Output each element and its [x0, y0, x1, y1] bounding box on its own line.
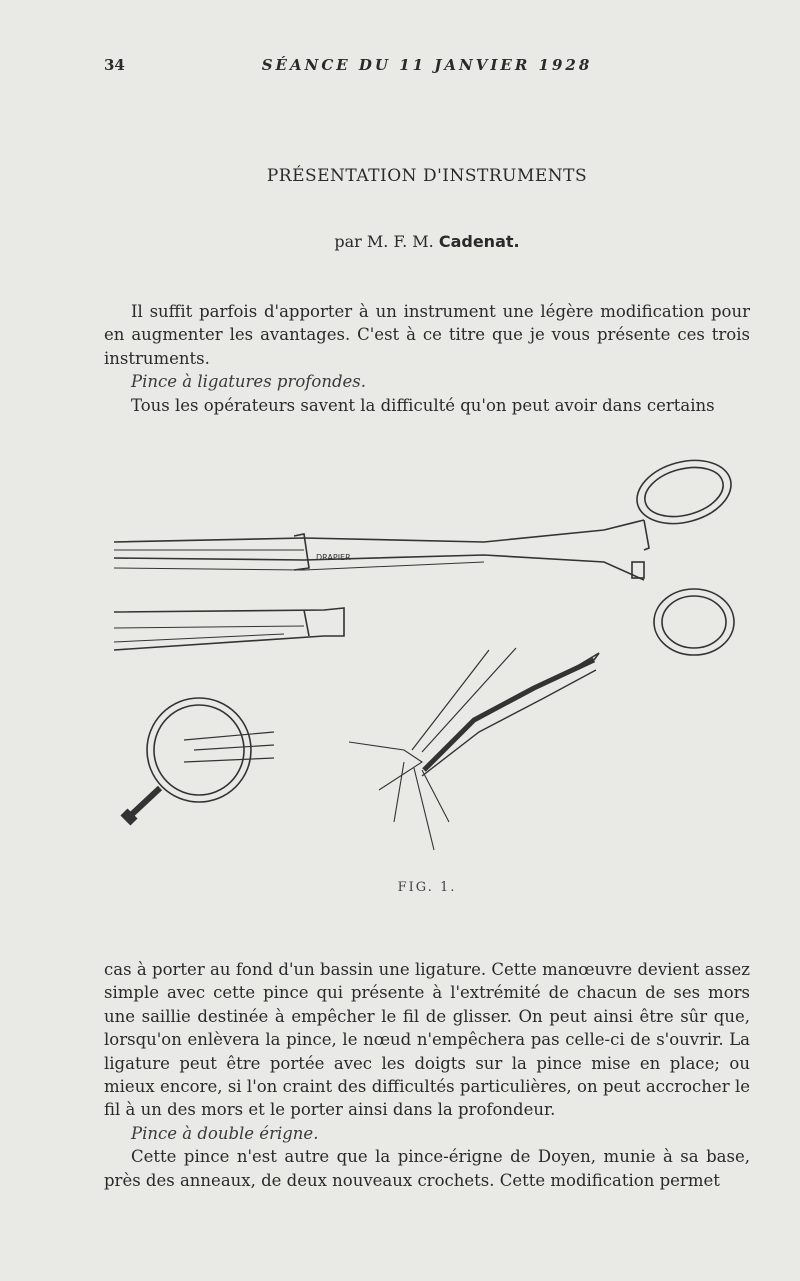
running-head [104, 56, 750, 80]
figure-caption: FIG. 1. [397, 880, 457, 895]
text-block-top [104, 300, 750, 417]
jaw-detail [114, 608, 344, 650]
paragraph: Tous les opérateurs savent la difficulté qu'on peut avoir dans certains [131, 395, 715, 415]
ligature-demo [349, 648, 599, 850]
figure [104, 450, 750, 870]
magnifier [124, 698, 274, 822]
byline-initials: M. F. M. [366, 232, 434, 251]
forceps-illustration [104, 450, 750, 870]
author-name: Cadenat. [438, 232, 520, 251]
byline [104, 232, 750, 251]
section-subheading: Pince à ligatures profondes. [131, 372, 367, 392]
text-block-bottom [104, 958, 750, 1192]
paragraph: cas à porter au fond d'un bassin une ligature. Cette manœuvre devient assez simple avec cette pince qui présente à l'extrémité de chacun de ses mors une saillie destinée à empêcher le fil de glisser. On peut ainsi être sûr que, lorsqu'on enlèvera la pince, le nœud n'empêchera pas celle-ci de s'ouvrir. La ligature peut être portée avec les doigts sur la pince mise en place; ou mieux encore, si l'on craint des difficultés particulières, on peut accrocher le fil à un des mors et le porter ainsi dans la profondeur. [104, 960, 750, 1120]
engraved-label: DRAPIER [316, 553, 351, 562]
byline-prefix: par [334, 232, 362, 251]
main-forceps [114, 451, 738, 655]
running-title: SÉANCE DU 11 JANVIER 1928 [261, 56, 593, 74]
section-subheading: Pince à double érigne. [131, 1123, 319, 1143]
paragraph: Il suffit parfois d'apporter à un instrument une légère modification pour en augmenter les avantages. C'est à ce titre que je vous présente ces trois instruments. [104, 302, 750, 368]
article-title: PRÉSENTATION D'INSTRUMENTS [266, 166, 588, 186]
page-number: 34 [104, 56, 125, 74]
paragraph: Cette pince n'est autre que la pince-érigne de Doyen, munie à sa base, près des anneaux, de deux nouveaux crochets. Cette modification permet [104, 1147, 750, 1190]
